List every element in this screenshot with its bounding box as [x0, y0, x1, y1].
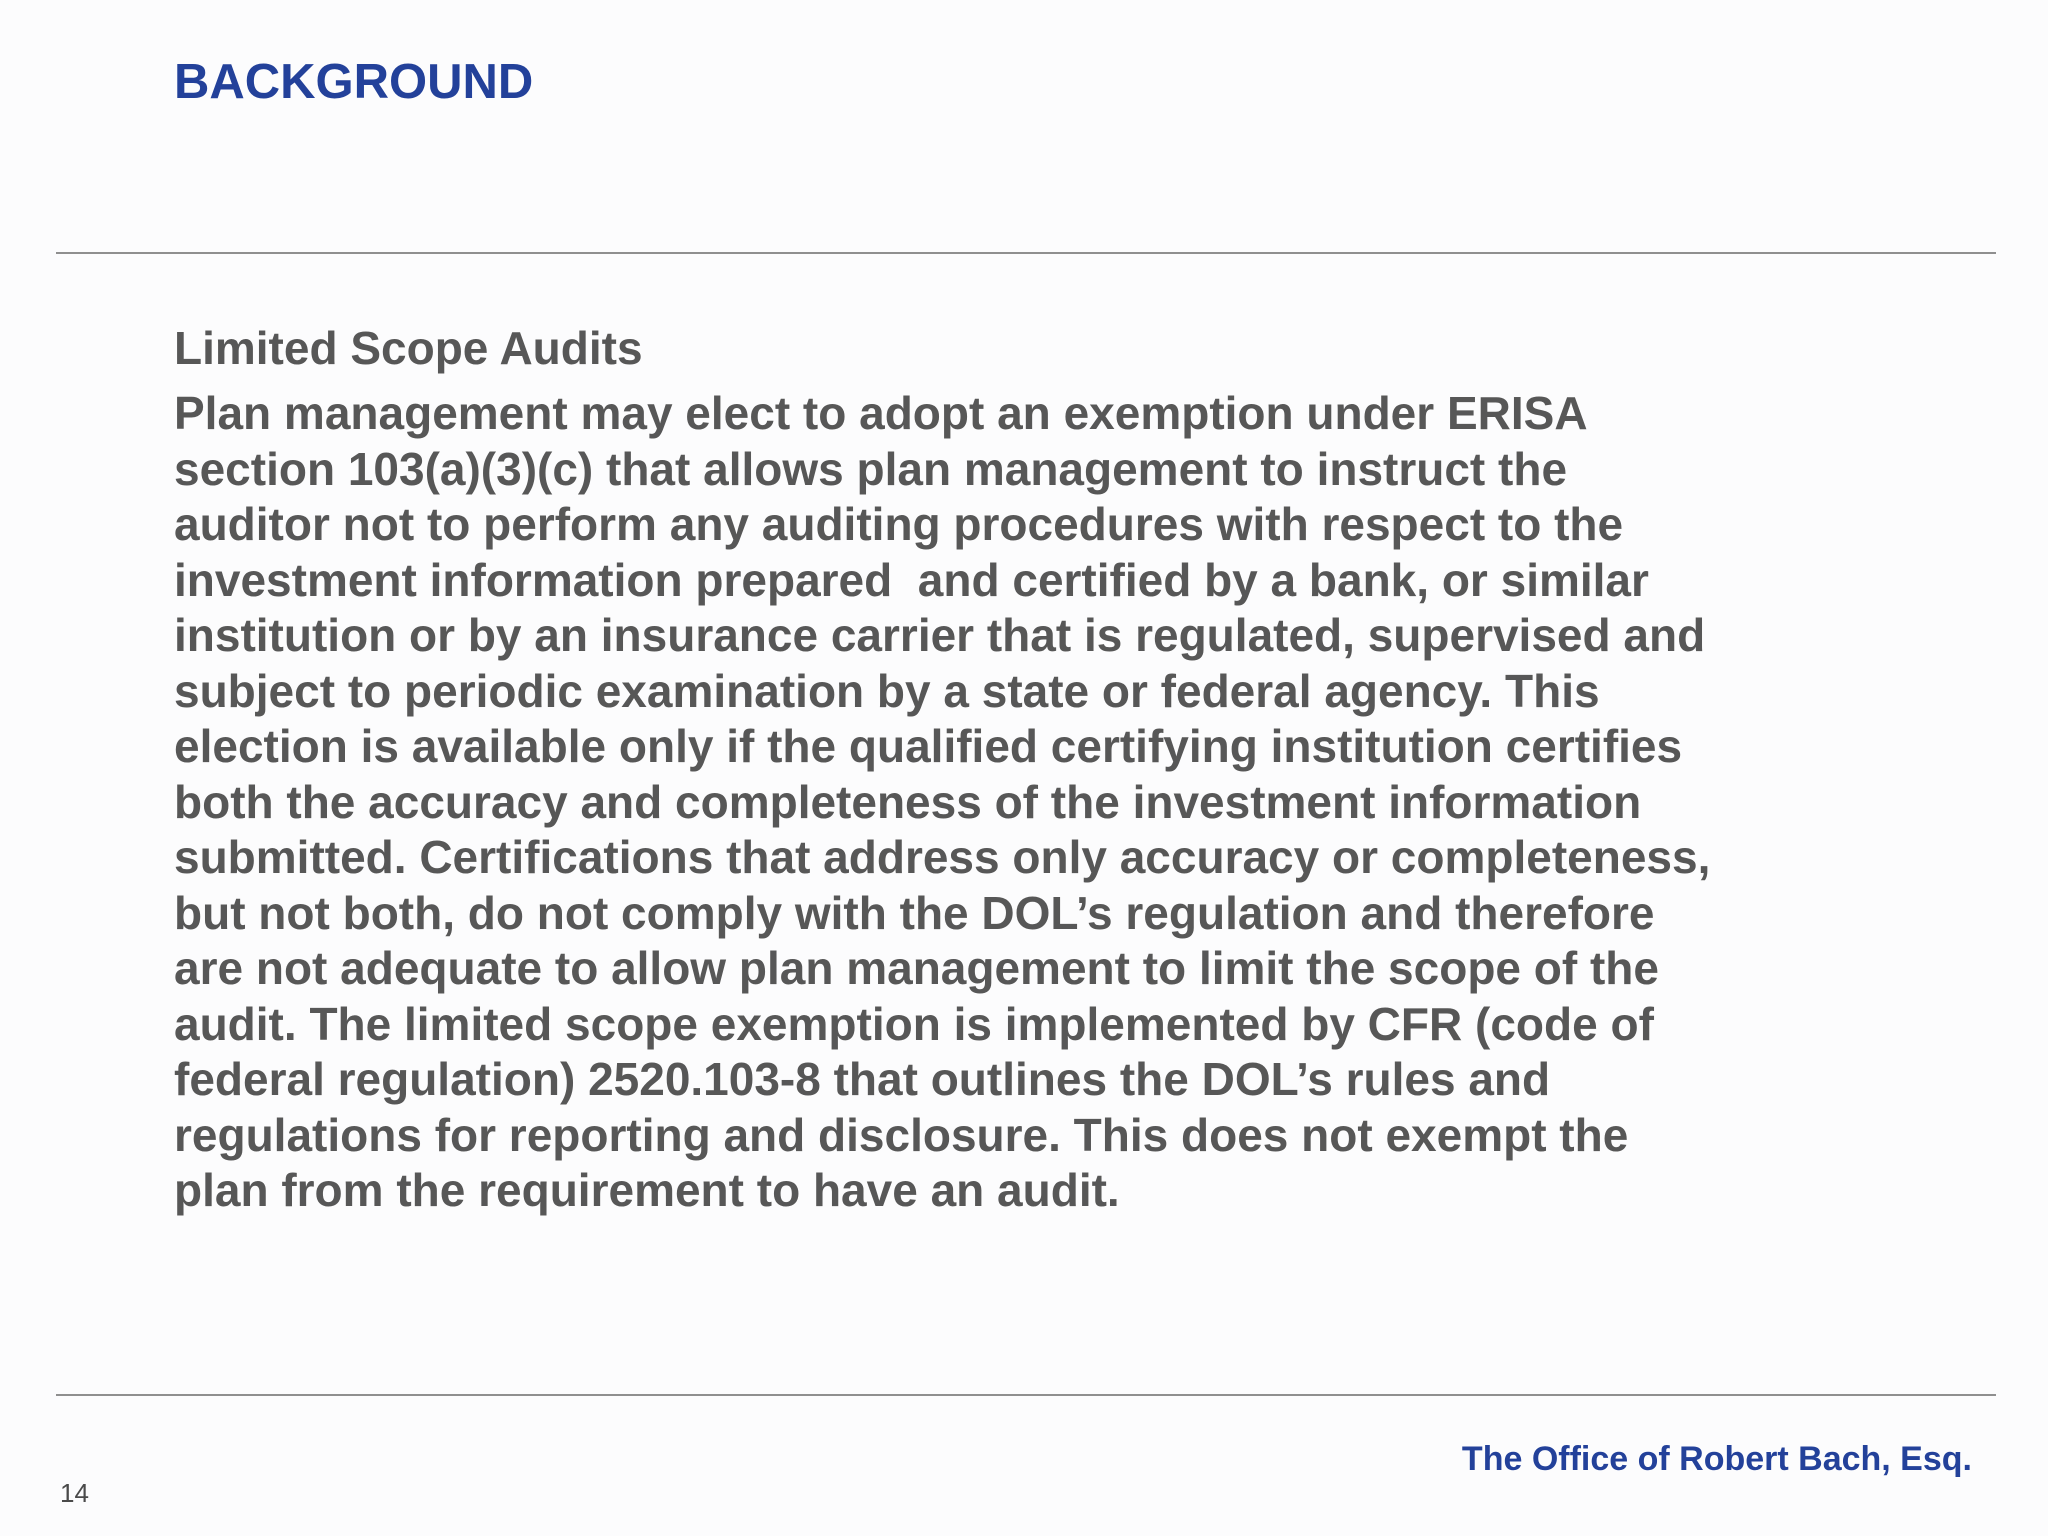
- body-paragraph: Plan management may elect to adopt an exemption under ERISA section 103(a)(3)(c) that allows plan management to instruct the auditor not to perform any auditing procedures with respect to the investment information prepared and certified by a bank, or similar institution or by an insurance carrier that is regulated, supervised and subject to periodic examination by a state or federal agency. This election is available only if the qualified certifying institution certifies both the accuracy and completeness of the investment information submitted. Certifications that address only accuracy or completeness, but not both, do not comply with the DOL’s regulation and therefore are not adequate to allow plan management to limit the scope of the audit. The limited scope exemption is implemented by CFR (code of federal regulation) 2520.103-8 that outlines the DOL’s rules and regulations for reporting and disclosure. This does not exempt the plan from the requirement to have an audit.: [174, 387, 1711, 1216]
- slide-title: BACKGROUND: [174, 55, 534, 109]
- bottom-divider: [56, 1394, 1996, 1396]
- footer-organization: The Office of Robert Bach, Esq.: [1461, 1440, 1972, 1478]
- slide-content: [174, 316, 1914, 1219]
- section-subheading: Limited Scope Audits: [174, 322, 643, 374]
- top-divider: [56, 252, 1996, 254]
- page-number: 14: [60, 1478, 89, 1508]
